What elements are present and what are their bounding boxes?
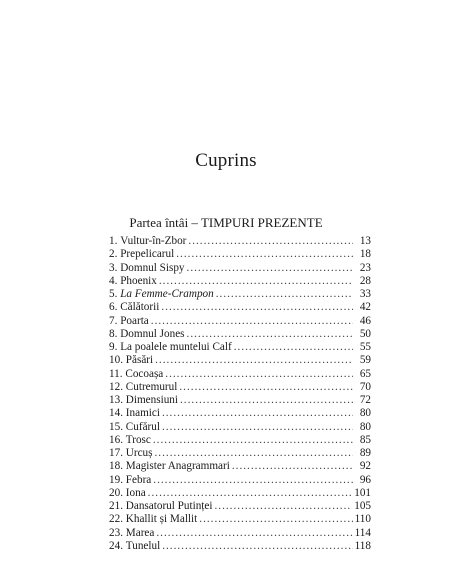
toc-entry (109, 434, 371, 447)
toc-entry-number: 12. (109, 380, 123, 393)
toc-entry (109, 487, 371, 500)
toc-leader-dots (165, 368, 353, 381)
toc-entry (109, 474, 371, 487)
toc-entry-number: 6. (109, 301, 118, 314)
toc-entry (109, 394, 371, 407)
toc-leader-dots (187, 262, 353, 275)
toc-entry-page: 101 (354, 486, 371, 499)
toc-entry-title: Cocoașa (125, 367, 164, 380)
toc-entry-number: 17. (109, 447, 123, 459)
toc-leader-dots (151, 315, 353, 328)
toc-entry-number: 14. (109, 407, 123, 420)
toc-entry-number: 21. (109, 500, 123, 512)
toc-leader-dots (155, 354, 353, 367)
toc-entry-page: 28 (359, 274, 371, 287)
toc-leader-dots (199, 513, 352, 526)
toc-entry-page: 23 (359, 261, 371, 274)
toc-leader-dots (187, 328, 353, 341)
toc-leader-dots (153, 434, 353, 447)
toc-entry-title: Dimensiuni (125, 394, 178, 406)
toc-entry-number: 2. (109, 248, 118, 261)
toc-entry-page: 70 (359, 380, 371, 393)
toc-entry-title: Călătorii (120, 301, 160, 314)
toc-entry-page: 72 (359, 394, 371, 406)
toc-entry-number: 18. (109, 460, 123, 473)
toc-entry (109, 447, 371, 460)
toc-entry-number: 23. (109, 526, 123, 539)
toc-entry-title: Domnul Jones (120, 327, 185, 340)
toc-entry (109, 368, 371, 381)
toc-entry-title: Poarta (120, 314, 149, 327)
toc-entry-number: 19. (109, 473, 123, 486)
toc-entry-number: 9. (109, 341, 118, 353)
toc-entry (109, 248, 371, 261)
toc-entry-title: Domnul Sispy (120, 261, 185, 274)
toc-entry-page: 89 (359, 447, 371, 459)
toc-entry-page: 105 (354, 500, 371, 512)
part-heading: Partea întâi – TIMPURI PREZENTE (129, 215, 323, 230)
toc-leader-dots (162, 421, 353, 434)
toc-leader-dots (159, 275, 353, 288)
toc-entry (109, 540, 371, 553)
toc-entry-title: Magister Anagrammari (125, 460, 230, 473)
toc-entry (109, 328, 371, 341)
toc-entry (109, 315, 371, 328)
toc-entry (109, 301, 371, 314)
toc-entry-page: 118 (354, 539, 371, 552)
toc-entry (109, 275, 371, 288)
toc-entry-title: Cufărul (125, 420, 160, 433)
toc-entry-page: 85 (359, 433, 371, 446)
toc-entry-number: 10. (109, 354, 123, 367)
toc-entry (109, 527, 371, 540)
toc-entry-number: 20. (109, 486, 123, 499)
toc-entry-number: 1. (109, 235, 118, 247)
toc-entry-page: 46 (359, 314, 371, 327)
toc-entry-title: Marea (125, 526, 155, 539)
toc-entry-page: 59 (359, 354, 371, 367)
toc-entry-title: Trosc (125, 433, 151, 446)
toc-entry-page: 55 (359, 341, 371, 353)
toc-entry-number: 4. (109, 274, 118, 287)
toc-entry-title: Phoenix (120, 274, 157, 287)
toc-entry-page: 18 (359, 248, 371, 261)
toc-entry-number: 7. (109, 314, 118, 327)
toc-entry-page: 13 (359, 235, 371, 247)
toc-entry-page: 33 (359, 288, 371, 300)
toc-entry-page: 80 (359, 420, 371, 433)
toc-entry-title: Tunelul (125, 539, 161, 552)
toc-entry-title: Prepelicarul (120, 248, 175, 261)
toc-leader-dots (153, 474, 353, 487)
toc-leader-dots (188, 235, 353, 248)
toc-entry-number: 5. (109, 288, 118, 300)
toc-entry (109, 421, 371, 434)
toc-leader-dots (162, 407, 353, 420)
toc-entry (109, 235, 371, 248)
toc-entry (109, 500, 371, 513)
toc-leader-dots (179, 381, 353, 394)
table-of-contents (109, 235, 371, 553)
toc-entry-title: La Femme-Crampon (120, 288, 214, 300)
toc-entry-title: Khallit și Mallit (125, 513, 198, 526)
toc-leader-dots (148, 487, 353, 500)
toc-entry-number: 11. (109, 367, 123, 380)
toc-entry-title: Iona (125, 486, 146, 499)
toc-entry-title: Păsări (125, 354, 154, 367)
toc-leader-dots (156, 527, 352, 540)
toc-entry-number: 15. (109, 420, 123, 433)
toc-entry (109, 460, 371, 473)
toc-leader-dots (232, 460, 353, 473)
toc-entry (109, 262, 371, 275)
toc-entry-page: 80 (359, 407, 371, 420)
toc-leader-dots (161, 301, 353, 314)
toc-leader-dots (216, 288, 353, 301)
page-title: Cuprins (195, 150, 257, 171)
toc-entry-page: 65 (359, 367, 371, 380)
toc-leader-dots (176, 248, 353, 261)
toc-entry-number: 3. (109, 261, 118, 274)
toc-leader-dots (162, 540, 352, 553)
toc-entry (109, 341, 371, 354)
toc-entry-page: 42 (359, 301, 371, 314)
toc-entry-title: La poalele muntelui Calf (120, 341, 232, 353)
toc-entry-page: 50 (359, 327, 371, 340)
toc-leader-dots (155, 447, 354, 460)
toc-entry-number: 16. (109, 433, 123, 446)
toc-entry-title: Vultur-în-Zbor (120, 235, 187, 247)
toc-entry (109, 354, 371, 367)
toc-entry-number: 24. (109, 539, 123, 552)
toc-leader-dots (180, 394, 353, 407)
toc-entry-page: 92 (359, 460, 371, 473)
toc-entry (109, 407, 371, 420)
toc-entry (109, 513, 371, 526)
toc-entry-number: 22. (109, 513, 123, 526)
toc-leader-dots (214, 500, 352, 513)
toc-entry-page: 114 (354, 526, 371, 539)
toc-entry-number: 13. (109, 394, 123, 406)
toc-entry-page: 110 (354, 513, 371, 526)
toc-entry-title: Cutremurul (125, 380, 178, 393)
toc-entry-title: Febra (125, 473, 152, 486)
toc-entry-number: 8. (109, 327, 118, 340)
toc-entry-title: Dansatorul Putinței (125, 500, 213, 512)
toc-leader-dots (234, 341, 353, 354)
toc-entry (109, 288, 371, 301)
toc-entry-page: 96 (359, 473, 371, 486)
toc-entry (109, 381, 371, 394)
toc-entry-title: Inamici (125, 407, 160, 420)
toc-entry-title: Urcuș (125, 447, 153, 459)
